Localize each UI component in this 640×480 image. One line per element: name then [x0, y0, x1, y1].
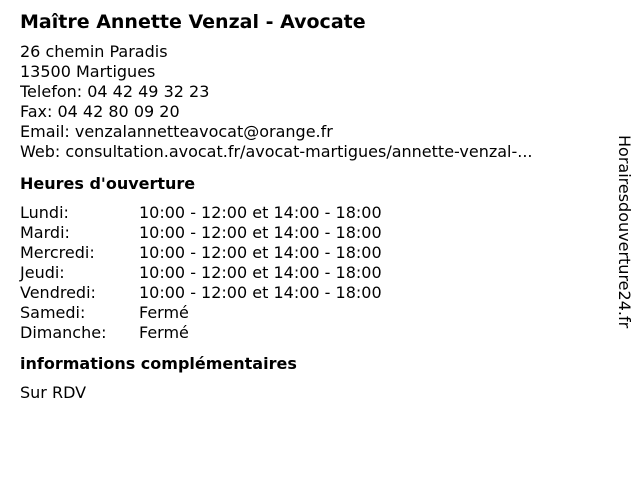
site-watermark: Horairesdouverture24.fr: [615, 135, 634, 329]
opening-hours-heading: Heures d'ouverture: [20, 174, 196, 193]
street-address: 26 chemin Paradis: [20, 42, 168, 61]
day-label: Dimanche:: [20, 323, 107, 342]
hours-row-sunday: [20, 323, 610, 343]
time-value: 10:00 - 12:00 et 14:00 - 18:00: [139, 283, 382, 302]
additional-info-heading: informations complémentaires: [20, 354, 297, 373]
business-card: [20, 10, 610, 403]
website-address: Web: consultation.avocat.fr/avocat-martigues/annette-venzal-...: [20, 142, 533, 161]
page-title: Maître Annette Venzal - Avocate: [20, 11, 366, 33]
additional-info-text: Sur RDV: [20, 383, 87, 402]
email-address: Email: venzalannetteavocat@orange.fr: [20, 122, 333, 141]
time-value: 10:00 - 12:00 et 14:00 - 18:00: [139, 243, 382, 262]
city-address: 13500 Martigues: [20, 62, 156, 81]
day-label: Samedi:: [20, 303, 86, 322]
hours-row-saturday: [20, 303, 610, 323]
hours-row-thursday: [20, 263, 610, 283]
hours-row-wednesday: [20, 243, 610, 263]
time-value: Fermé: [139, 303, 189, 322]
phone-number: Telefon: 04 42 49 32 23: [20, 82, 210, 101]
time-value: 10:00 - 12:00 et 14:00 - 18:00: [139, 263, 382, 282]
fax-number: Fax: 04 42 80 09 20: [20, 102, 180, 121]
day-label: Mardi:: [20, 223, 70, 242]
day-label: Vendredi:: [20, 283, 96, 302]
time-value: 10:00 - 12:00 et 14:00 - 18:00: [139, 223, 382, 242]
hours-row-monday: [20, 203, 610, 223]
day-label: Mercredi:: [20, 243, 95, 262]
opening-hours-table: [20, 203, 610, 343]
contact-block: [20, 42, 610, 162]
time-value: 10:00 - 12:00 et 14:00 - 18:00: [139, 203, 382, 222]
day-label: Jeudi:: [20, 263, 65, 282]
hours-row-friday: [20, 283, 610, 303]
day-label: Lundi:: [20, 203, 69, 222]
hours-row-tuesday: [20, 223, 610, 243]
time-value: Fermé: [139, 323, 189, 342]
